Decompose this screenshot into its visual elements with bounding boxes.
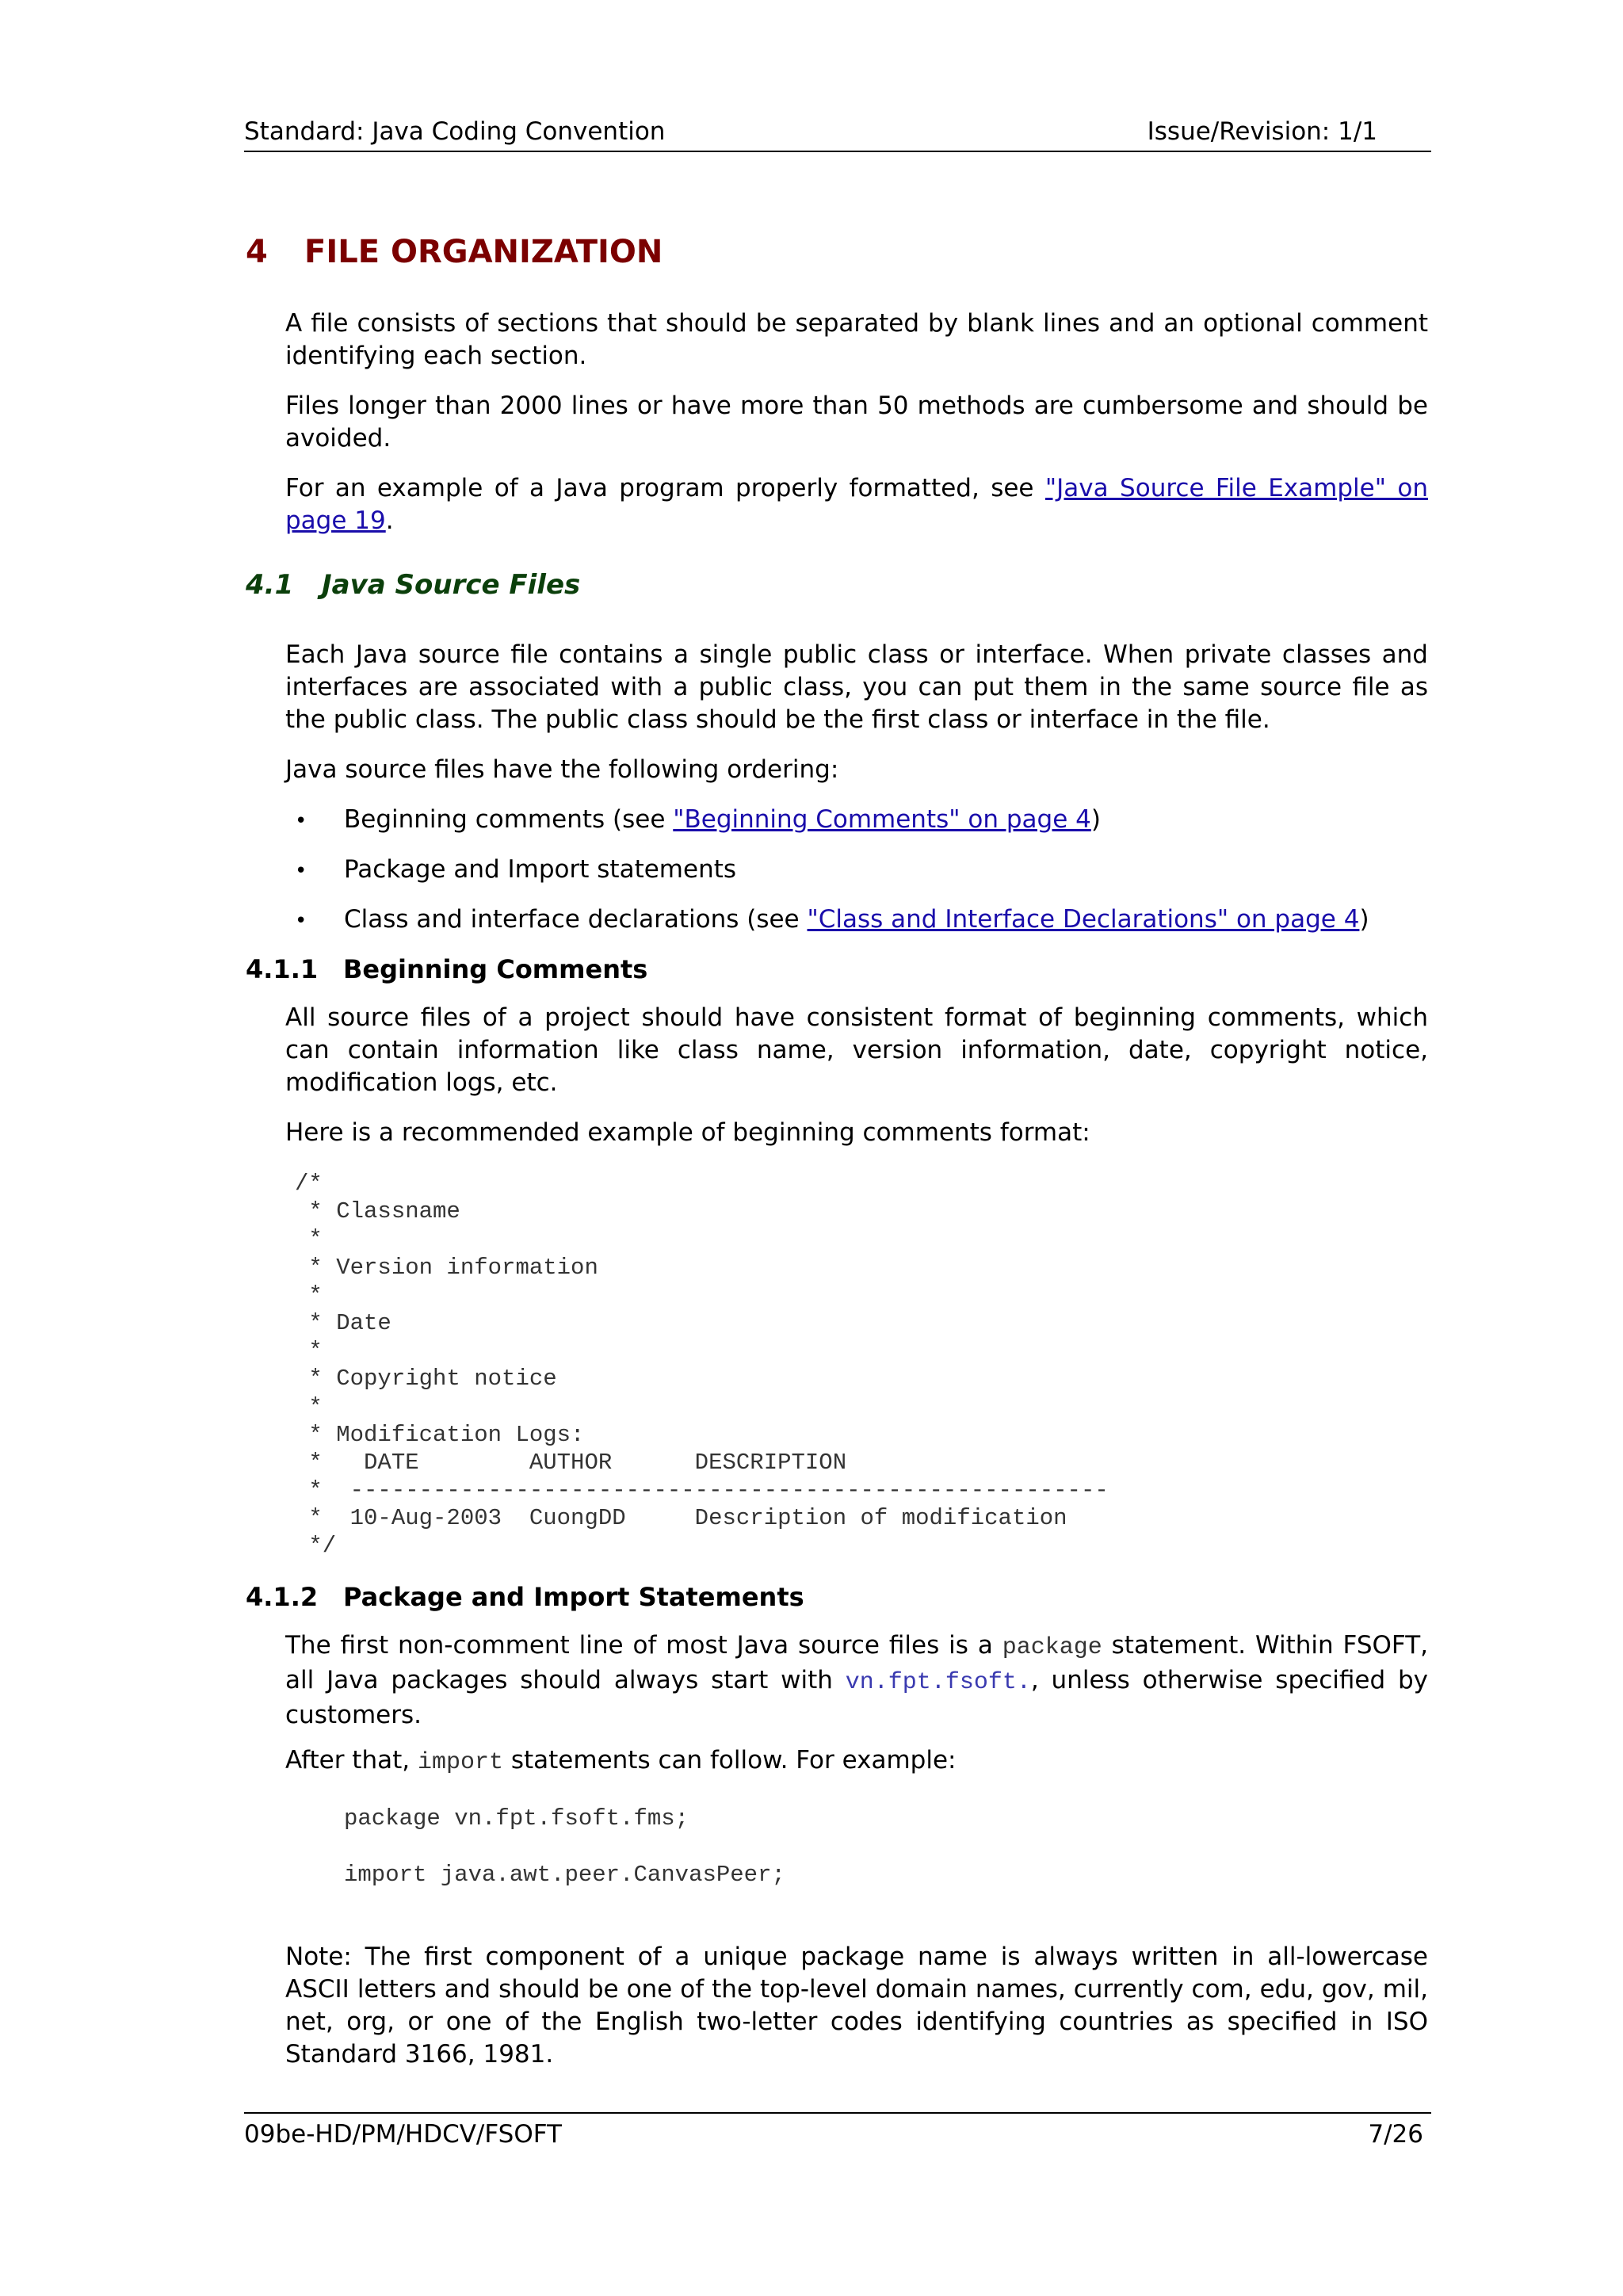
- section-4-1-2-paragraph-2: [285, 1744, 1428, 1779]
- section-4-1-2-number: 4.1.2: [246, 1582, 319, 1612]
- list-item: [295, 904, 1369, 938]
- java-source-file-example-link[interactable]: "Java Source File Example" on page 19: [285, 474, 1428, 535]
- code-line: * Version information: [295, 1254, 598, 1281]
- bullet-glyph: •: [295, 909, 307, 933]
- bullet-3-text: Class and interface declarations (see: [344, 905, 808, 934]
- code-line: * 10-Aug-2003 CuongDD Description of modification: [295, 1505, 1067, 1532]
- section-4-1-paragraph-1: Each Java source file contains a single public class or interface. When private classes and interfaces are associated with a public class, you can put them in the same source file as the public class. The public class should be the first class or interface in the file.: [285, 640, 1428, 734]
- section-4-1-1-number: 4.1.1: [246, 954, 319, 984]
- header-standard-title: Standard: Java Coding Convention: [244, 117, 666, 146]
- class-interface-declarations-link[interactable]: "Class and Interface Declarations" on page 4: [807, 905, 1360, 934]
- section-4-number: 4: [246, 234, 268, 270]
- p2-text-b: statements can follow. For example:: [503, 1746, 957, 1775]
- section-4-1-number: 4.1: [246, 569, 294, 601]
- p1-text-b: statement. Within FSOFT, all Java packages should always start with: [285, 1631, 1428, 1694]
- bullet-glyph: •: [295, 809, 307, 833]
- section-4-1-2-paragraph-1: [285, 1629, 1428, 1732]
- footer-page-number: 7/26: [1368, 2120, 1423, 2149]
- p2-text-a: After that,: [285, 1746, 418, 1775]
- code-line-package: package vn.fpt.fsoft.fms;: [344, 1805, 689, 1832]
- code-line: * DATE AUTHOR DESCRIPTION: [295, 1449, 847, 1476]
- code-line: * -------------------------------------------------------: [295, 1477, 1109, 1504]
- code-line: * Copyright notice: [295, 1366, 557, 1392]
- code-line: */: [295, 1533, 337, 1560]
- bullet-1-close: ): [1090, 805, 1101, 834]
- code-line: *: [295, 1338, 323, 1365]
- code-line: *: [295, 1393, 323, 1420]
- list-item: [295, 854, 736, 888]
- section-4-1-1-paragraph-1: All source files of a project should have consistent format of beginning comments, which can contain information like class name, version information, date, copyright notice, modification logs, etc.: [285, 1003, 1428, 1097]
- code-line: * Modification Logs:: [295, 1421, 585, 1448]
- p3-text-before: For an example of a Java program properly formatted, see: [285, 474, 1045, 502]
- beginning-comments-link[interactable]: "Beginning Comments" on page 4: [673, 805, 1091, 834]
- code-line: * Date: [295, 1309, 391, 1336]
- section-4-heading: [246, 234, 663, 270]
- section-4-1-1-title: Beginning Comments: [343, 954, 648, 984]
- section-4-1-paragraph-2: Java source files have the following ordering:: [285, 755, 839, 784]
- section-4-title: FILE ORGANIZATION: [304, 234, 663, 270]
- beginning-comments-code-block: [295, 1170, 1109, 1561]
- section-4-1-2-note: Note: The first component of a unique package name is always written in all-lowercase ASCII letters and should be one of the top-level domain names, currently com, edu, gov, mil, net, org, or one of the English two-letter codes identifying countries as specified in ISO Standard 3166, 1981.: [285, 1943, 1428, 2069]
- code-line: /*: [295, 1171, 323, 1197]
- section-4-paragraph-1: A file consists of sections that should be separated by blank lines and an optional comment identifying each section.: [285, 309, 1428, 370]
- bullet-1-text: Beginning comments (see: [344, 805, 674, 834]
- bullet-glyph: •: [295, 859, 307, 883]
- section-4-1-heading: [246, 569, 580, 601]
- footer-document-code: 09be-HD/PM/HDCV/FSOFT: [244, 2120, 562, 2149]
- inline-code-package: package: [1002, 1634, 1102, 1661]
- section-4-1-1-heading: [246, 954, 647, 984]
- header-issue-revision: Issue/Revision: 1/1: [1147, 117, 1377, 146]
- p1-text-c: , unless otherwise specified by customers.: [285, 1666, 1429, 1729]
- section-4-1-2-title: Package and Import Statements: [343, 1582, 804, 1612]
- section-4-paragraph-2: Files longer than 2000 lines or have more than 50 methods are cumbersome and should be avoided.: [285, 392, 1428, 453]
- page-header: [244, 116, 1431, 152]
- section-4-1-title: Java Source Files: [322, 569, 581, 601]
- code-line: * Classname: [295, 1198, 460, 1225]
- code-line: *: [295, 1226, 323, 1253]
- code-line-import: import java.awt.peer.CanvasPeer;: [344, 1862, 785, 1888]
- inline-code-import: import: [417, 1749, 503, 1776]
- p1-text-a: The first non-comment line of most Java source files is a: [285, 1631, 1002, 1660]
- bullet-3-close: ): [1359, 905, 1369, 934]
- p3-text-after: .: [385, 506, 394, 535]
- section-4-1-2-heading: [246, 1582, 804, 1612]
- inline-code-vn-fpt-fsoft: vn.fpt.fsoft.: [845, 1669, 1031, 1696]
- section-4-paragraph-3: [285, 472, 1428, 537]
- section-4-1-1-paragraph-2: Here is a recommended example of beginning comments format:: [285, 1118, 1090, 1147]
- list-item: [295, 804, 1101, 838]
- page-footer: [244, 2112, 1431, 2149]
- bullet-2-text: Package and Import statements: [344, 855, 737, 884]
- code-line: *: [295, 1282, 323, 1308]
